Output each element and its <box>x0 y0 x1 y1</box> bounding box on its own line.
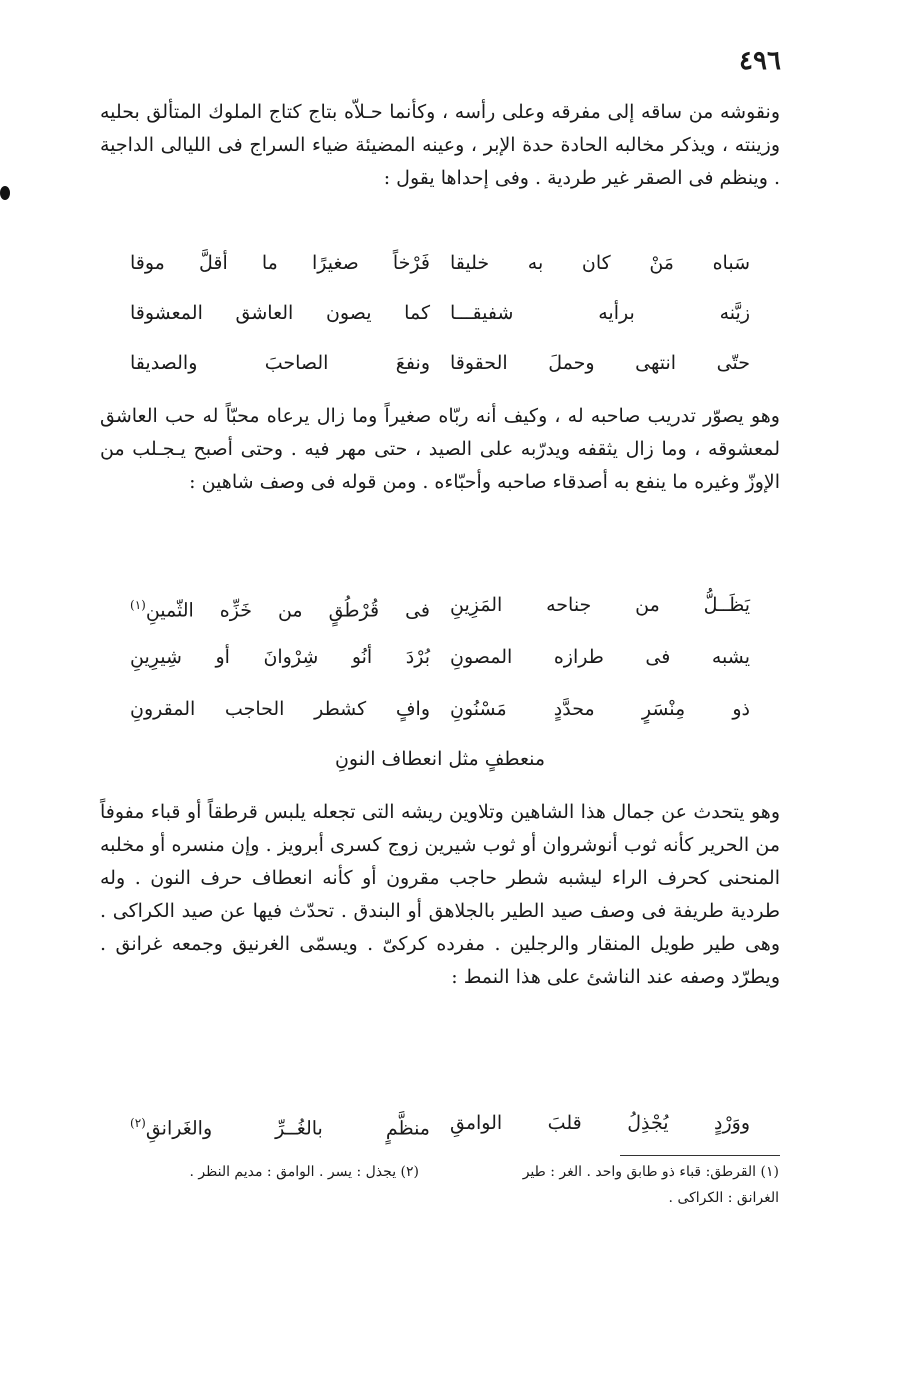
verse-right-hemistich: ووَرْدٍ يُجْذِلُ قلبَ الوامقِ <box>450 1112 750 1134</box>
footnote-1-continued: الغرانق : الكراكى . <box>668 1190 779 1206</box>
verse-line <box>130 642 750 672</box>
verse-left-hemistich: ونفعَ الصاحبَ والصديقا <box>130 352 430 374</box>
margin-mark <box>0 186 10 200</box>
footnote-2: (٢) يجذل : يسر . الوامق : مديم النظر . <box>189 1164 419 1180</box>
verse-left-hemistich <box>130 590 430 625</box>
paragraph-3: وهو يتحدث عن جمال هذا الشاهين وتلاوين ريشه التى تجعله يلبس قرطقاً أو قباء مفوفاً من الحرير كأنه ثوب أنوشروان أو ثوب شيرين زوج كسرى أبرويز . وإن منسره أو مخلبه المنحنى كحرف الراء ليشبه شطر حاجب مقرون أو كأنه انعطاف حرف النون . وله طردية طريفة فى وصف صيد الطير بالجلاهق أو البندق . تحدّث فيها عن صيد الكراكى . وهى طير طويل المنقار والرجلين . مفرده كركىّ . ويسمّى الغرنيق وجمعه غرانق . ويطرّد وصفه عند الناشئ على هذا النمط : <box>100 801 780 988</box>
paragraph-1: ونقوشه من ساقه إلى مفرقه وعلى رأسه ، وكأنما حـلاّه بتاج كتاج الملوك المتألق بحليه وزينته ، ويذكر مخالبه الحادة حدة الإبر ، وعينه المضيئة ضياء السراج فى الليالى الداجية . وينظم فى الصقر غير طردية . وفى إحداها يقول : <box>100 101 780 189</box>
verse-line <box>130 298 750 328</box>
verse-left-hemistich: كما يصون العاشق المعشوقا <box>130 302 430 324</box>
verse-line <box>130 1108 750 1143</box>
verse-text: فى قُرْطُقٍ من خَزِّه الثّمينِ <box>145 599 430 622</box>
verse-right-hemistich: يشبه فى طرازه المصونِ <box>450 646 750 668</box>
footnote-marker: (١) <box>130 598 146 612</box>
verse-line <box>130 348 750 378</box>
verse-single-hemistich: منعطفٍ مثل انعطاف النونِ <box>334 748 546 770</box>
footnote-marker: (٢) <box>130 1116 146 1130</box>
verse-line <box>130 744 750 774</box>
verse-line <box>130 590 750 625</box>
verse-left-hemistich: بُرْدَ أنُو شِرْوانَ أو شِيرِينِ <box>130 646 430 668</box>
verse-left-hemistich: فَرْخاً صغيرًا ما أقلَّ موقا <box>130 252 430 274</box>
verse-line <box>130 694 750 724</box>
verse-right-hemistich: يَظَــلُّ من جناحه المَزِينِ <box>450 594 750 616</box>
page-number: ٤٩٦ <box>739 46 781 76</box>
verse-left-hemistich: وافٍ كشطر الحاجب المقرونِ <box>130 698 430 720</box>
verse-right-hemistich: حتّى انتهى وحملَ الحقوقا <box>450 352 750 374</box>
verse-text: منظَّمٍ بالغُــرِّ والغَرانقِ <box>145 1117 430 1140</box>
verse-right-hemistich: ذو مِنْسَرٍ محدَّدٍ مَسْنُونِ <box>450 698 750 720</box>
footnote-rule <box>620 1155 780 1156</box>
verse-left-hemistich <box>130 1108 430 1143</box>
verse-right-hemistich: سَباه مَنْ كان به خليقا <box>450 252 750 274</box>
footnote-1: (١) القرطق: قباء ذو طابق واحد . الغر : طير <box>522 1164 779 1180</box>
verse-right-hemistich: زيَّنه برأيه شفيقـــا <box>450 302 750 324</box>
verse-line <box>130 248 750 278</box>
paragraph-2: وهو يصوّر تدريب صاحبه له ، وكيف أنه ربّاه صغيراً وما زال يرعاه محبّاً له حب العاشق لمعشوقه ، وما زال يثقفه ويدرّبه على الصيد ، حتى مهر فيه . وحتى أصبح يـجـلب من الإوزّ وغيره ما ينفع به أصدقاء صاحبه وأحبّاءه . ومن قوله فى وصف شاهين : <box>100 405 780 493</box>
